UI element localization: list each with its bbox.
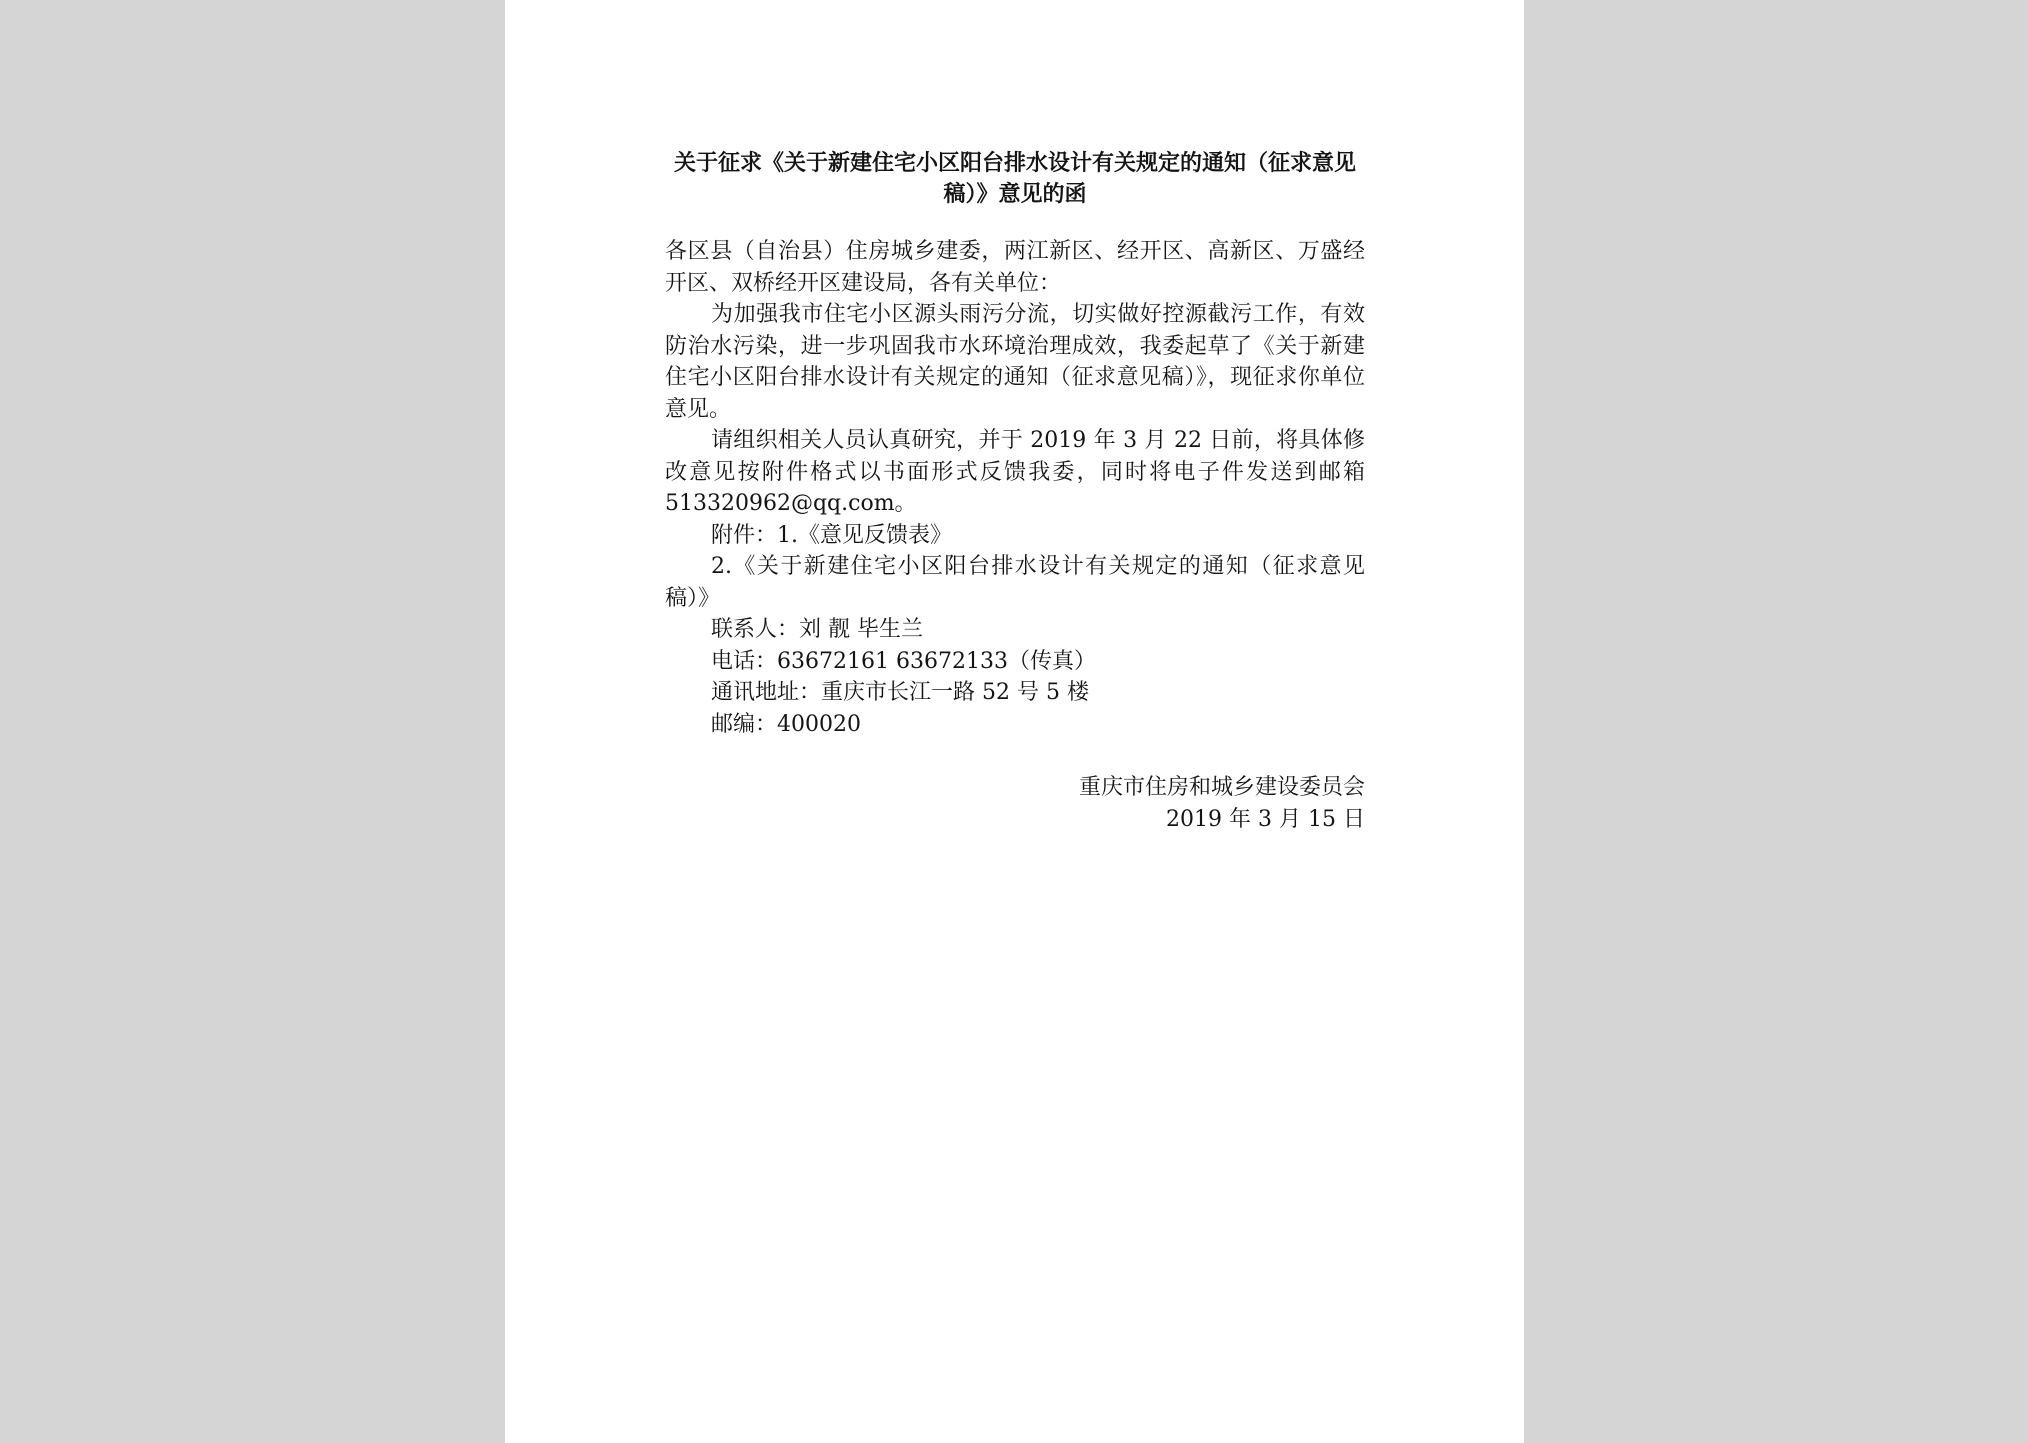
issue-date: 2019 年 3 月 15 日 [1166, 806, 1365, 832]
contact-phone: 电话：63672161 63672133（传真） [711, 648, 1096, 674]
body-paragraph-2: 请组织相关人员认真研究，并于 2019 年 3 月 22 日前，将具体修改意见按附件格式以书面形式反馈我委，同时将电子件发送到邮箱 513320962@qq.com。 [665, 428, 1365, 516]
contact-address: 通讯地址：重庆市长江一路 52 号 5 楼 [711, 680, 1089, 705]
issuer-name: 重庆市住房和城乡建设委员会 [1078, 775, 1365, 800]
salutation: 各区县（自治县）住房城乡建委，两江新区、经开区、高新区、万盛经开区、双桥经开区建设局，各有关单位： [665, 239, 1365, 296]
contact-postcode: 邮编：400020 [711, 711, 861, 737]
attachment-item-1: 附件：1.《意见反馈表》 [711, 522, 952, 548]
contact-person: 联系人：刘 靓 毕生兰 [711, 617, 923, 642]
body-paragraph-1: 为加强我市住宅小区源头雨污分流，切实做好控源截污工作，有效防治水污染，进一步巩固我市水环境治理成效，我委起草了《关于新建住宅小区阳台排水设计有关规定的通知（征求意见稿）》，现征求你单位意见。 [665, 302, 1365, 422]
document-page [505, 0, 1524, 1443]
document-title: 关于征求《关于新建住宅小区阳台排水设计有关规定的通知（征求意见稿）》意见的函 [673, 151, 1356, 207]
document-content [665, 148, 1365, 835]
attachment-item-2: 2.《关于新建住宅小区阳台排水设计有关规定的通知（征求意见稿）》 [665, 554, 1365, 611]
signature-block [665, 772, 1365, 835]
